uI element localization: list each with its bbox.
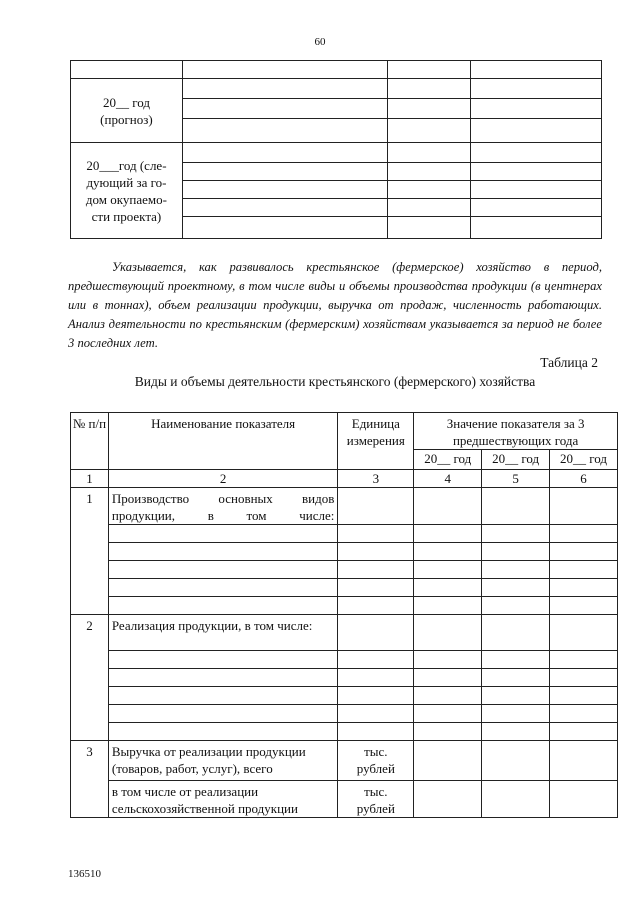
row-number: 1 [71, 488, 109, 615]
header-value-group: Значение показателя за 3 предшествующих года [414, 413, 618, 450]
activity-table [70, 412, 618, 818]
column-number: 6 [550, 470, 618, 488]
header-num: № п/п [71, 413, 109, 470]
row-sub-unit: тыс. рублей [338, 781, 414, 818]
row-unit: тыс. рублей [338, 741, 414, 781]
table-row [71, 741, 618, 781]
row-name: Реализация продукции, в том числе: [108, 615, 338, 651]
table-row [71, 143, 602, 163]
header-year-3: 20__ год [550, 450, 618, 470]
table-row [71, 723, 618, 741]
header-year-2: 20__ год [482, 450, 550, 470]
column-number: 5 [482, 470, 550, 488]
row-name: Выручка от реализации продукции (товаров, работ, услуг), всего [108, 741, 338, 781]
column-numbers-row [71, 470, 618, 488]
table-row [71, 61, 602, 79]
table-row [71, 669, 618, 687]
footer-code: 136510 [68, 868, 101, 880]
column-number: 2 [108, 470, 338, 488]
table-row [71, 705, 618, 723]
forecast-year-label [71, 79, 183, 143]
table-row [71, 488, 618, 525]
header-row [71, 413, 618, 450]
header-year-1: 20__ год [414, 450, 482, 470]
header-name: Наименование показателя [108, 413, 338, 470]
header-unit: Единица измерения [338, 413, 414, 470]
column-number: 3 [338, 470, 414, 488]
column-number: 1 [71, 470, 109, 488]
column-number: 4 [414, 470, 482, 488]
forecast-note: (прогноз) [100, 111, 153, 127]
table-row [71, 579, 618, 597]
table-row [71, 525, 618, 543]
top-table [70, 60, 602, 239]
table-row [71, 561, 618, 579]
table-row [71, 543, 618, 561]
table-row [71, 687, 618, 705]
row-name: Производство основных видов продукции, в том числе: [108, 488, 338, 525]
table-row [71, 615, 618, 651]
table-number: Таблица 2 [540, 355, 598, 370]
forecast-year: 20__ год [102, 94, 150, 110]
table-title: Виды и объемы деятельности крестьянского (фермерского) хозяйства [134, 374, 536, 389]
row-sub-name: в том числе от реализации сельскохозяйственной продукции [108, 781, 338, 818]
payback-year-label: 20___год (сле- дующий за го- дом окупаемо- сти проекта) [71, 143, 183, 239]
row-number: 2 [71, 615, 109, 741]
intro-paragraph: Указывается, как развивалось крестьянское (фермерское) хозяйство в период, предшествующий проектному, в том числе виды и объемы производства продукции (в центнерах или в тоннах), объем реализации продукции, выручка от продаж, численность работающих. Анализ деятельности по крестьянским (фермерским) хозяйствам указывается за период не более 3 последних лет. [68, 260, 602, 350]
table-row [71, 597, 618, 615]
table-row [71, 79, 602, 99]
row-number: 3 [71, 741, 109, 818]
page-number: 60 [314, 36, 326, 48]
table-row [71, 781, 618, 818]
table-row [71, 651, 618, 669]
